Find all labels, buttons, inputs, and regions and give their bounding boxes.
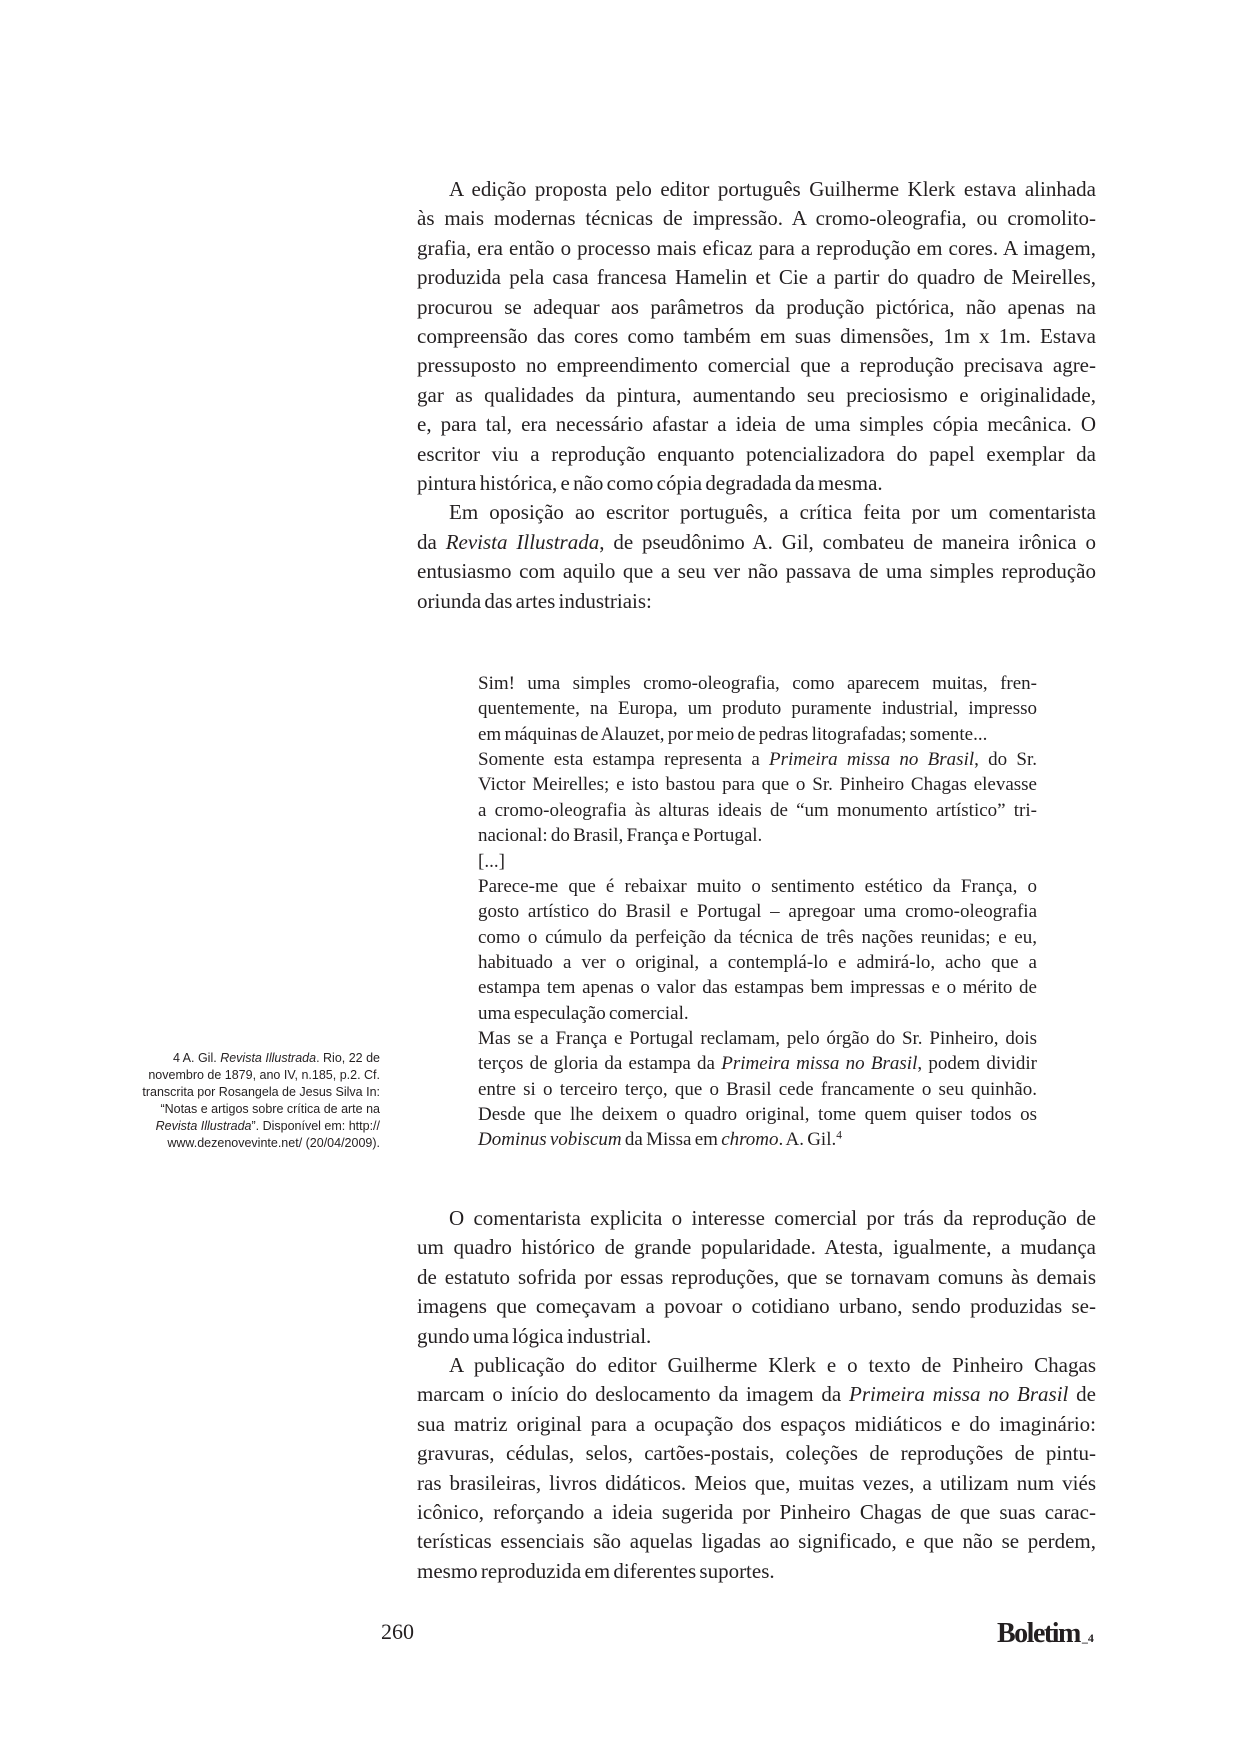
text-run: às mais modernas técnicas de impressão. A cromo-oleografia, ou cromolito- xyxy=(417,206,1096,231)
text-run: A publicação do editor Guilherme Klerk e o texto de Pinheiro Chagas xyxy=(449,1353,1096,1378)
text-run: , do Sr. xyxy=(974,749,1037,771)
text-line xyxy=(417,440,1096,469)
text-run: mesmo reproduzida em diferentes suportes. xyxy=(417,1558,775,1583)
text-run: produzida pela casa francesa Hamelin et Cie a partir do quadro de Meirelles, xyxy=(417,265,1096,290)
text-line xyxy=(478,1127,1037,1152)
text-line xyxy=(478,925,1037,950)
paragraph xyxy=(110,1050,380,1151)
text-line xyxy=(417,498,1096,527)
text-run: procurou se adequar aos parâmetros da produção pictórica, não apenas na xyxy=(417,294,1096,319)
text-run: terços de gloria da estampa da xyxy=(478,1053,722,1075)
text-line xyxy=(478,1026,1037,1051)
text-line xyxy=(478,823,1037,848)
text-line xyxy=(110,1050,380,1067)
text-run: marcam o início do deslocamento da imagem da xyxy=(417,1382,849,1407)
text-line xyxy=(417,175,1096,204)
text-run: pintura histórica, e não como cópia degradada da mesma. xyxy=(417,471,883,496)
text-line xyxy=(478,849,1037,874)
text-line xyxy=(478,1001,1037,1026)
journal-logo xyxy=(997,1620,1094,1652)
text-line xyxy=(478,1102,1037,1127)
text-run: “Notas e artigos sobre crítica de arte na xyxy=(160,1101,380,1116)
text-line xyxy=(417,410,1096,439)
text-line xyxy=(417,234,1096,263)
text-run: terísticas essenciais são aquelas ligadas ao significado, e que não se perdem, xyxy=(417,1529,1096,1554)
text-run: icônico, reforçando a ideia sugerida por Pinheiro Chagas de que suas carac- xyxy=(417,1500,1096,1525)
text-run: da xyxy=(417,529,446,554)
text-run: entre si o terceiro terço, que o Brasil cede francamente o seu quinhão. xyxy=(478,1078,1037,1100)
body-text-lower xyxy=(417,1204,1096,1586)
text-line xyxy=(417,1380,1096,1409)
text-line xyxy=(417,351,1096,380)
journal-issue: _4 xyxy=(1081,1631,1094,1645)
text-line xyxy=(478,722,1037,747)
text-line xyxy=(417,204,1096,233)
text-run: , podem dividir xyxy=(917,1053,1037,1075)
text-run: em máquinas de Alauzet, por meio de pedras litografadas; somente... xyxy=(478,723,988,745)
text-run: A edição proposta pelo editor português Guilherme Klerk estava alinhada xyxy=(449,177,1096,201)
text-line xyxy=(478,798,1037,823)
text-run: como o cúmulo da perfeição da técnica de três nações reunidas; e eu, xyxy=(478,926,1037,948)
text-run: gravuras, cédulas, selos, cartões-postais, coleções de reproduções de pintu- xyxy=(417,1441,1096,1466)
italic-title: Primeira missa no Brasil xyxy=(721,1053,918,1075)
text-run: gosto artístico do Brasil e Portugal – apregoar uma cromo-oleografia xyxy=(478,901,1037,923)
text-line xyxy=(417,587,1096,616)
text-line xyxy=(110,1084,380,1101)
italic-title: Revista Illustrada xyxy=(220,1051,317,1065)
text-run: Victor Meirelles; e isto bastou para que o Sr. Pinheiro Chagas elevasse xyxy=(478,774,1037,796)
text-run: Mas se a França e Portugal reclamam, pelo órgão do Sr. Pinheiro, dois xyxy=(478,1028,1037,1050)
text-run: a cromo-oleografia às alturas ideais de “um monumento artístico” tri- xyxy=(478,799,1037,821)
italic-title: Revista Illustrada xyxy=(445,529,600,554)
footnote-marker: 4 xyxy=(836,1130,842,1143)
text-run: um quadro histórico de grande popularidade. Atesta, igualmente, a mudança xyxy=(417,1235,1096,1260)
paragraph xyxy=(417,498,1096,616)
text-line xyxy=(478,1077,1037,1102)
journal-title: Boletim xyxy=(997,1618,1080,1649)
text-run: imagens que começavam a povoar o cotidiano urbano, sendo produzidas se- xyxy=(417,1294,1096,1319)
italic-title: chromo xyxy=(721,1129,779,1151)
paragraph xyxy=(478,671,1037,747)
text-line xyxy=(417,1233,1096,1262)
text-run: [...] xyxy=(478,850,505,872)
text-run: Somente esta estampa representa a xyxy=(478,749,770,771)
paragraph xyxy=(478,1026,1037,1153)
text-line xyxy=(417,293,1096,322)
italic-title: Revista Illustrada xyxy=(155,1118,252,1133)
text-line xyxy=(110,1101,380,1118)
text-run: transcrita por Rosangela de Jesus Silva In: xyxy=(142,1084,380,1099)
text-line xyxy=(417,1292,1096,1321)
text-run: O comentarista explicita o interesse comercial por trás da reprodução de xyxy=(449,1206,1096,1230)
paragraph xyxy=(417,1204,1096,1351)
text-line xyxy=(478,772,1037,797)
text-run: gundo uma lógica industrial. xyxy=(417,1323,652,1348)
text-line xyxy=(417,381,1096,410)
paragraph xyxy=(478,849,1037,874)
text-run: . Rio, 22 de xyxy=(316,1051,380,1065)
italic-title: Dominus vobiscum xyxy=(478,1129,622,1151)
italic-title: Primeira missa no Brasil xyxy=(769,749,975,771)
text-run: da Missa em xyxy=(621,1129,722,1151)
text-run: ras brasileiras, livros didáticos. Meios que, muitas vezes, a utilizam num viés xyxy=(417,1470,1096,1495)
text-run: Em oposição ao escritor português, a crítica feita por um comentarista xyxy=(449,500,1096,525)
text-run: escritor viu a reprodução enquanto potencializadora do papel exemplar da xyxy=(417,441,1096,466)
page-number: 260 xyxy=(381,1619,414,1644)
text-line xyxy=(478,874,1037,899)
text-run: Parece-me que é rebaixar muito o sentimento estético da França, o xyxy=(478,875,1037,897)
text-line xyxy=(417,1204,1096,1233)
body-text-upper xyxy=(417,175,1096,616)
text-line xyxy=(417,322,1096,351)
text-line xyxy=(110,1067,380,1084)
paragraph xyxy=(417,175,1096,498)
text-line xyxy=(417,1469,1096,1498)
text-line xyxy=(417,1351,1096,1380)
text-run: www.dezenovevinte.net/ (20/04/2009). xyxy=(167,1135,380,1150)
text-run: Desde que lhe deixem o quadro original, tome quem quiser todos os xyxy=(478,1104,1037,1126)
text-run: compreensão das cores como também em suas dimensões, 1m x 1m. Estava xyxy=(417,324,1096,349)
text-run: de xyxy=(1068,1382,1096,1407)
block-quote xyxy=(478,671,1037,1153)
text-line xyxy=(478,950,1037,975)
text-line xyxy=(110,1135,380,1152)
text-line xyxy=(417,528,1096,557)
text-line xyxy=(417,1263,1096,1292)
text-run: habituado a ver o original, a contemplá-lo e admirá-lo, acho que a xyxy=(478,951,1037,973)
text-line xyxy=(417,1498,1096,1527)
text-line xyxy=(478,671,1037,696)
text-run: e, para tal, era necessário afastar a ideia de uma simples cópia mecânica. O xyxy=(417,412,1096,437)
text-run: uma especulação comercial. xyxy=(478,1002,689,1024)
text-run: ”. Disponível em: http:// xyxy=(251,1118,380,1133)
text-run: estampa tem apenas o valor das estampas bem impressas e o mérito de xyxy=(478,977,1037,999)
text-run: , de pseudônimo A. Gil, combateu de maneira irônica o xyxy=(599,529,1097,554)
text-run: sua matriz original para a ocupação dos espaços midiáticos e do imaginário: xyxy=(417,1411,1096,1436)
text-run: grafia, era então o processo mais eficaz para a reprodução em cores. A imagem, xyxy=(417,235,1096,260)
text-line xyxy=(417,1410,1096,1439)
text-run: . A. Gil. xyxy=(778,1129,837,1151)
text-line xyxy=(417,1527,1096,1556)
text-run: oriunda das artes industriais: xyxy=(417,588,652,613)
italic-title: Primeira missa no Brasil xyxy=(849,1382,1069,1407)
text-line xyxy=(478,899,1037,924)
text-line xyxy=(478,975,1037,1000)
paragraph xyxy=(417,1351,1096,1586)
text-run: entusiasmo com aquilo que a seu ver não passava de uma simples reprodução xyxy=(417,559,1096,584)
text-line xyxy=(478,1051,1037,1076)
text-line xyxy=(417,1557,1096,1586)
text-line xyxy=(478,747,1037,772)
text-run: quentemente, na Europa, um produto puramente industrial, impresso xyxy=(478,698,1037,720)
paragraph xyxy=(478,874,1037,1026)
text-run: nacional: do Brasil, França e Portugal. xyxy=(478,825,763,847)
text-run: novembro de 1879, ano IV, n.185, p.2. Cf. xyxy=(148,1067,380,1082)
text-line xyxy=(417,263,1096,292)
text-run: gar as qualidades da pintura, aumentando seu preciosismo e originalidade, xyxy=(417,382,1096,407)
text-line xyxy=(110,1118,380,1135)
text-line xyxy=(417,1322,1096,1351)
text-line xyxy=(417,557,1096,586)
text-line xyxy=(417,1439,1096,1468)
paragraph xyxy=(478,747,1037,848)
text-run: de estatuto sofrida por essas reproduções, que se tornavam comuns às demais xyxy=(417,1264,1096,1289)
footnote xyxy=(110,1050,380,1151)
text-run: Sim! uma simples cromo-oleografia, como aparecem muitas, fren- xyxy=(478,673,1037,694)
text-run: pressuposto no empreendimento comercial que a reprodução precisava agre- xyxy=(417,353,1096,378)
text-line xyxy=(478,696,1037,721)
text-run: 4 A. Gil. xyxy=(172,1051,221,1065)
text-line xyxy=(417,469,1096,498)
